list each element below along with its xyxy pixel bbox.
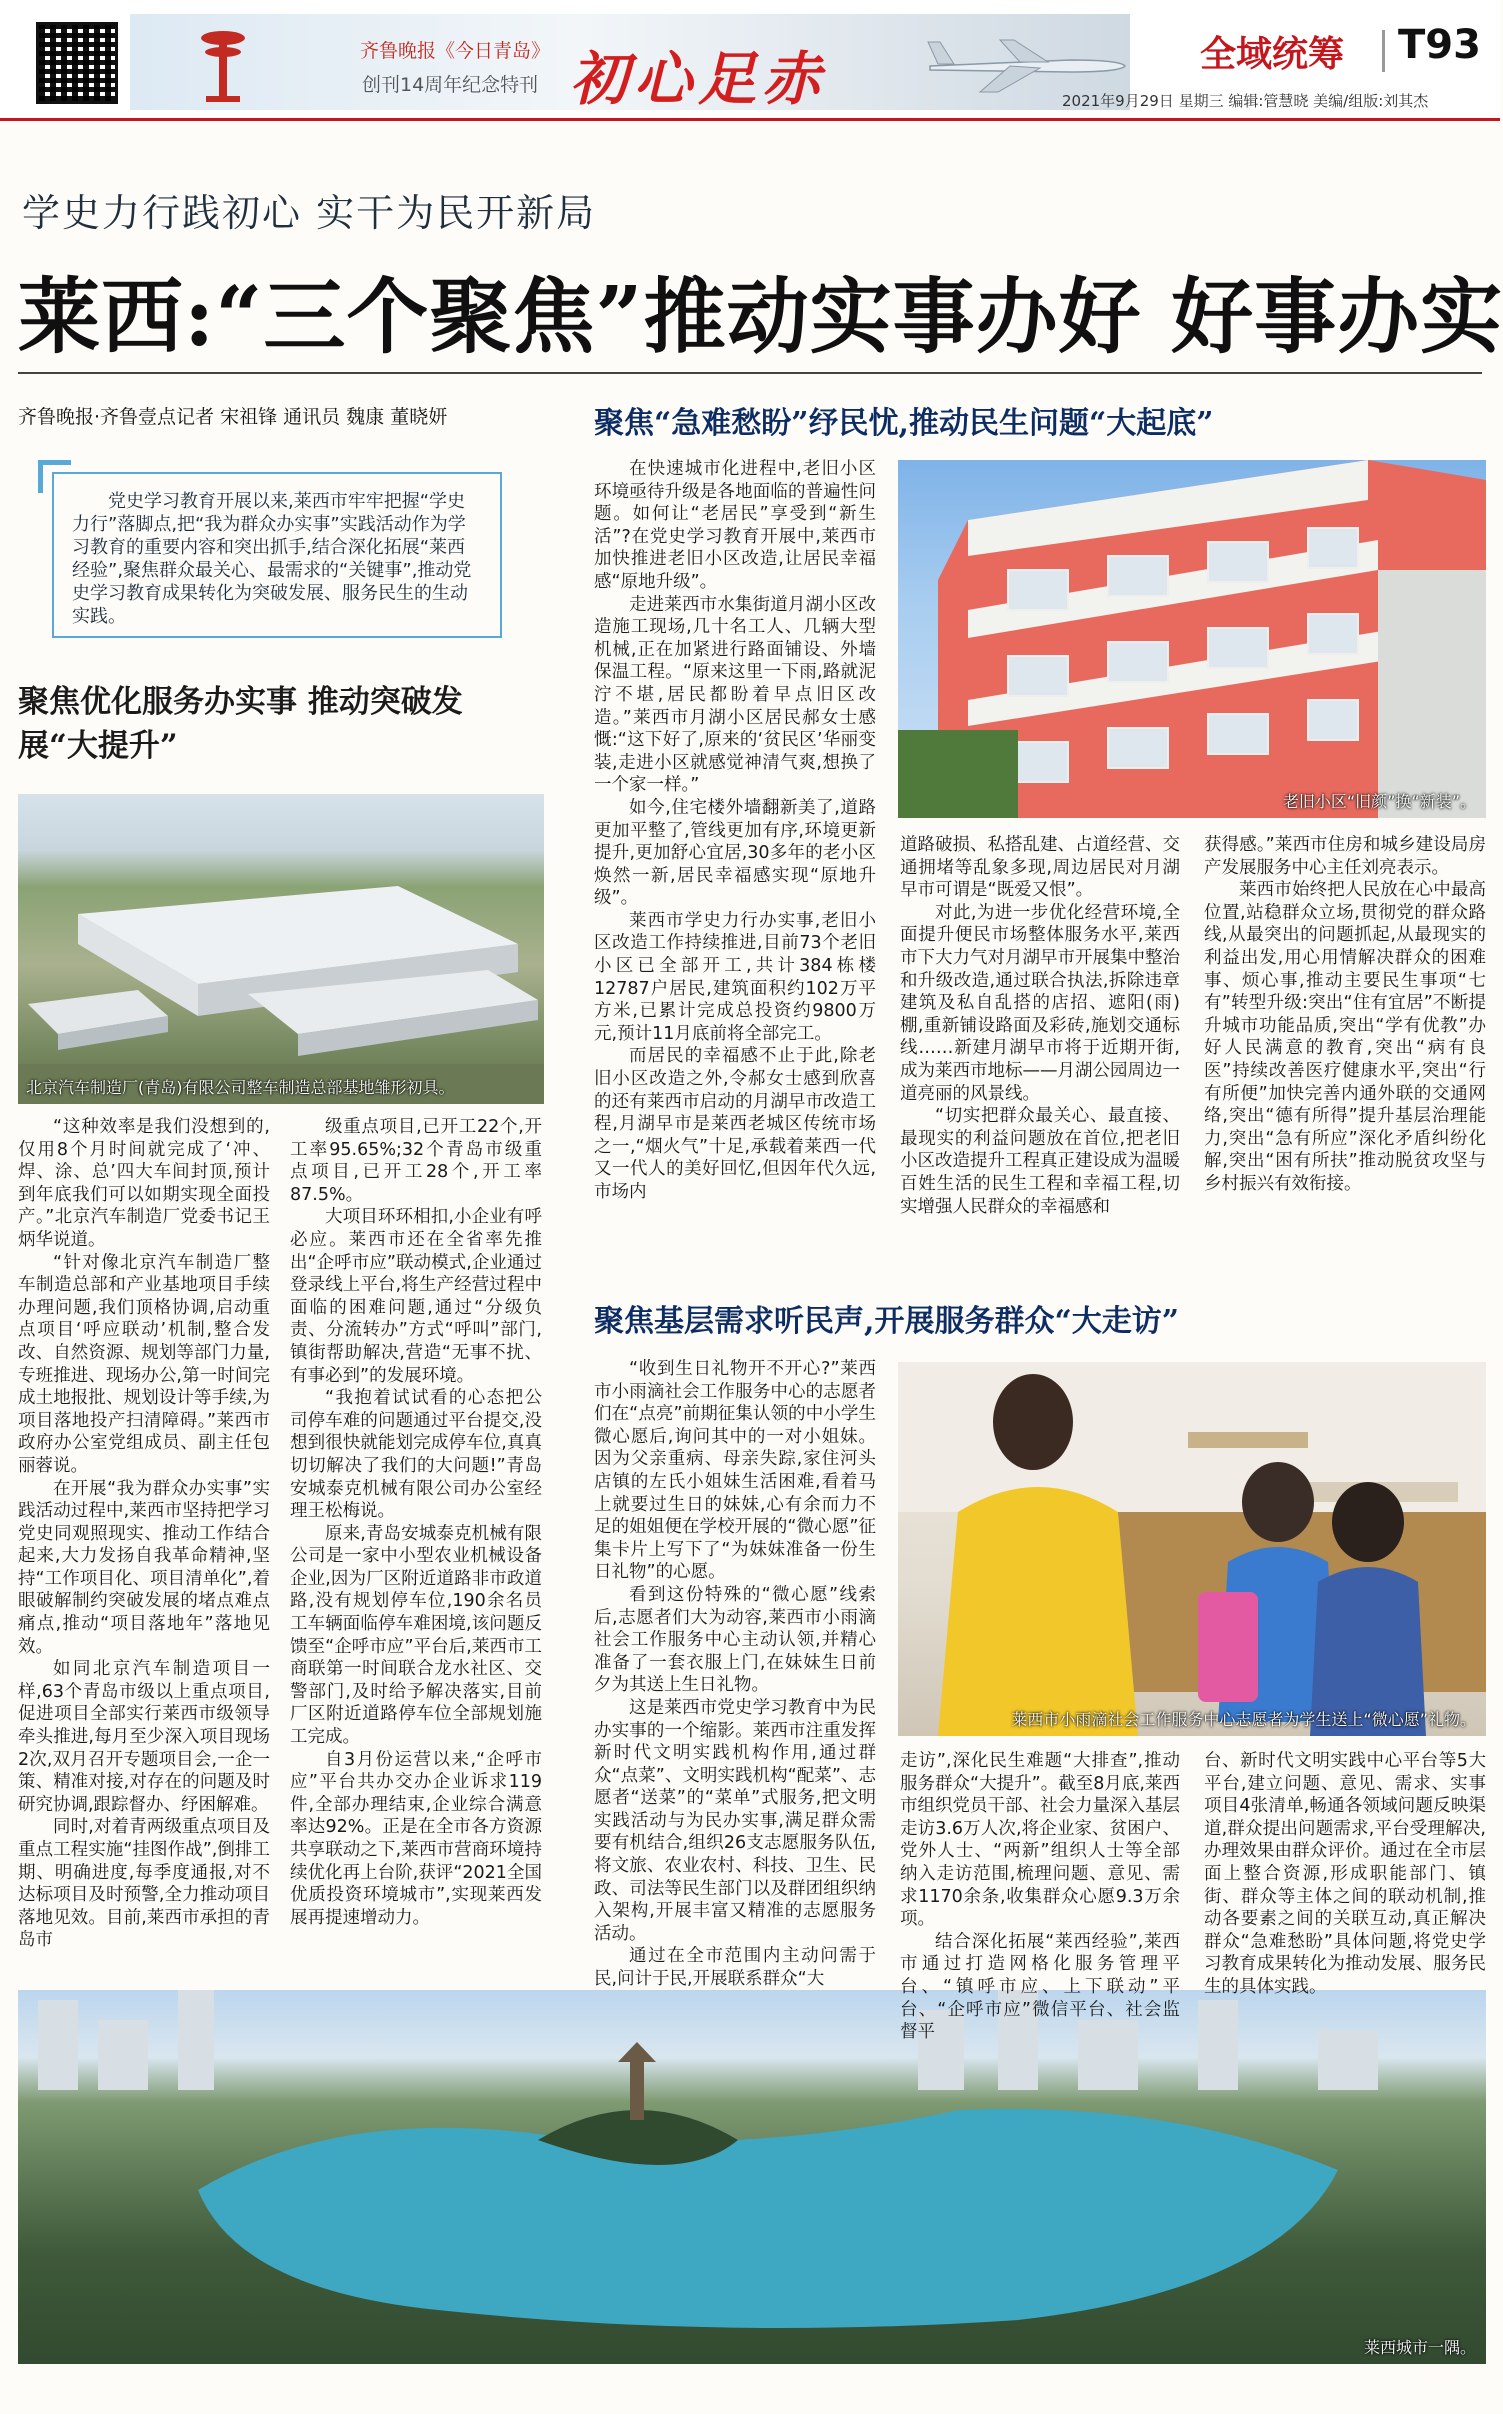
masthead-banner <box>130 14 1130 113</box>
paragraph: 走进莱西市水集街道月湖小区改造施工现场,几十名工人、几辆大型机械,正在加紧进行路面铺设、外墙保温工程。“原来这里一下雨,路就泥泞不堪,居民都盼着早点旧区改造。”莱西市月湖小区居民郝女士感慨:“这下好了,原来的‘贫民区’华丽变装,走进小区就感觉神清气爽,想换了一个家一样。” <box>594 594 876 796</box>
column-6 <box>594 1358 876 1990</box>
kicker: 学史力行践初心 实干为民开新局 <box>22 191 597 235</box>
paragraph: 大项目环环相扣,小企业有呼必应。莱西市还在全省率先推出“企呼市应”联动模式,企业通过登录线上平台,将生产经营过程中面临的困难问题,通过“分级负责、分流转办”方式“呼叫”部门,镇街帮助解决,营造“无事不扰、有事必到”的发展环境。 <box>290 1207 542 1386</box>
masthead-rule <box>0 118 1500 121</box>
paragraph: “针对像北京汽车制造厂整车制造总部和产业基地项目手续办理问题,我们顶格协调,启动重点项目‘呼应联动’机制,整合发改、自然资源、规划等部门力量,专班推进、现场办公,第一时间完成土地报批、规划设计等手续,为项目落地投产扫清障碍。”莱西市政府办公室党组成员、副主任包丽蓉说。 <box>18 1252 270 1476</box>
column-1 <box>18 1116 270 1986</box>
anniversary-label: 创刊14周年纪念特刊 <box>362 74 539 96</box>
photo-building <box>898 460 1486 818</box>
caption-factory: 北京汽车制造厂(青岛)有限公司整车制造总部基地雏形初具。 <box>26 1078 455 1097</box>
caption-building: 老旧小区“旧颜”换“新装”。 <box>1282 792 1476 811</box>
paragraph: 自3月份运营以来,“企呼市应”平台共办交办企业诉求119件,全部办理结束,企业综合满意率达92%。正是在全市各方资源共享联动之下,莱西市营商环境持续优化再上台阶,获评“2021全国优质投资环境城市”,实现莱西发展再提速增动力。 <box>290 1749 542 1928</box>
column-3 <box>594 458 876 1248</box>
caption-lake: 莱西城市一隅。 <box>1363 2338 1476 2357</box>
column-4 <box>900 834 1180 1254</box>
date-editor-line: 2021年9月29日 星期三 编辑:管慧晓 美编/组版:刘其杰 <box>1062 92 1429 110</box>
section-name: 全域统筹 <box>1200 34 1345 75</box>
lead-paragraph: 党史学习教育开展以来,莱西市牢牢把握“学史力行”落脚点,把“我为群众办实事”实践活动作为学习教育的重要内容和突出抓手,结合深化拓展“莱西经验”,聚焦群众最关心、最需求的“关键事”,推动党史学习教育成果转化为突破发展、服务民生的生动实践。 <box>52 472 502 638</box>
paragraph: 对此,为进一步优化经营环境,全面提升便民市场整体服务水平,莱西市下大力气对月湖早市开展集中整治和升级改造,通过联合执法,拆除违章建筑及私自乱搭的店招、遮阳(雨)棚,重新铺设路面及彩砖,施划交通标线……新建月湖早市将于近期开街,成为莱西市地标——月湖公园周边一道亮丽的风景线。 <box>900 902 1180 1104</box>
paragraph: “这种效率是我们没想到的,仅用8个月时间就完成了‘冲、焊、涂、总’四大车间封顶,预计到年底我们可以如期实现全面投产。”北京汽车制造厂党委书记王炳华说道。 <box>18 1117 270 1250</box>
paragraph: 道路破损、私搭乱建、占道经营、交通拥堵等乱象多现,周边居民对月湖早市可谓是“既爱又恨”。 <box>900 835 1180 901</box>
subhead-grassroots-visits: 聚焦基层需求听民声,开展服务群众“大走访” <box>594 1304 1179 1339</box>
paragraph: 同时,对着青两级重点项目及重点工程实施“挂图作战”,倒排工期、明确进度,每季度通报,对不达标项目及时预警,全力推动项目落地见效。目前,莱西市承担的青岛市 <box>18 1817 270 1951</box>
masthead-slogan: 初心足赤 <box>570 45 827 113</box>
section-divider <box>1382 30 1385 72</box>
paragraph: 结合深化拓展“莱西经验”,莱西市通过打造网格化服务管理平台、“镇呼市应、上下联动”平台、“企呼市应”微信平台、社会监督平 <box>900 1931 1180 2043</box>
photo-lake <box>18 1990 1486 2364</box>
paragraph: “切实把群众最关心、最直接、最现实的利益问题放在首位,把老旧小区改造提升工程真正建设成为温暖百姓生活的民生工程和幸福工程,切实增强人民群众的幸福感和 <box>900 1106 1180 1217</box>
paragraph: 如今,住宅楼外墙翻新美了,道路更加平整了,管线更加有序,环境更新提升,更加舒心宜居,30多年的老小区焕然一新,居民幸福感实现“原地升级”。 <box>594 797 876 909</box>
paragraph: 看到这份特殊的“微心愿”线索后,志愿者们大为动容,莱西市小雨滴社会工作服务中心主动认领,并精心准备了一套衣服上门,在妹妹生日前夕为其送上生日礼物。 <box>594 1584 876 1696</box>
paragraph: 在快速城市化进程中,老旧小区环境亟待升级是各地面临的普遍性问题。如何让“老居民”享受到“新生活”?在党史学习教育开展中,莱西市加快推进老旧小区改造,让居民幸福感“原地升级”。 <box>594 459 876 592</box>
landmark-tower-icon <box>200 22 246 104</box>
paragraph: 莱西市学史力行办实事,老旧小区改造工作持续推进,目前73个老旧小区已全部开工,共计384栋楼12787户居民,建筑面积约102万平方米,已累计完成总投资约9800万元,预计11月底前将全部完工。 <box>594 910 876 1044</box>
page-number: T93 <box>1398 22 1481 68</box>
subhead-optimize-service: 聚焦优化服务办实事 推动突破发展“大提升” <box>18 684 463 764</box>
caption-volunteer: 莱西市小雨滴社会工作服务中心志愿者为学生送上“微心愿”礼物。 <box>1011 1710 1476 1729</box>
paragraph: 走访”,深化民生难题“大排查”,推动服务群众“大提升”。截至8月底,莱西市组织党员干部、社会力量深入基层走访3.6万人次,将企业家、贫困户、党外人士、“两新”组织人士等全部纳入走访范围,梳理问题、意见、需求1170余条,收集群众心愿9.3万余项。 <box>900 1751 1180 1930</box>
airplane-icon <box>920 20 1130 100</box>
column-7 <box>900 1750 1180 2043</box>
paragraph: 在开展“我为群众办实事”实践活动过程中,莱西市坚持把学习党史同观照现实、推动工作结合起来,大力发扬自我革命精神,坚持“工作项目化、项目清单化”,着眼破解制约突破发展的堵点难点痛点,推动“项目落地年”落地见效。 <box>18 1478 270 1657</box>
paragraph: 莱西市始终把人民放在心中最高位置,站稳群众立场,贯彻党的群众路线,从最突出的问题抓起,从最现实的利益出发,用心用情解决群众的困难事、烦心事,推动主要民生事项“七有”转型升级:突出“住有宜居”不断提升城市功能品质,突出“学有优教”办好人民满意的教育,突出“病有良医”持续改善医疗健康水平,突出“行有所便”加快完善内通外联的交通网络,突出“德有所得”提升基层治理能力,突出“急有所应”深化矛盾纠纷化解,突出“困有所扶”推动脱贫攻坚与乡村振兴有效衔接。 <box>1204 880 1486 1194</box>
paragraph: 如同北京汽车制造项目一样,63个青岛市级以上重点项目,促进项目全部实行莱西市级领导牵头推进,每月至少深入项目现场2次,双月召开专题项目会,一企一策、精准对接,对存在的问题及时研究协调,跟踪督办、纾困解难。 <box>18 1659 270 1815</box>
column-5 <box>1204 834 1486 1254</box>
headline-rule <box>18 372 1482 374</box>
paragraph: “我抱着试试看的心态把公司停车难的问题通过平台提交,没想到很快就能划完成停车位,真真切切解决了我们的大问题!”青岛安城泰克机械有限公司办公室经理王松梅说。 <box>290 1388 542 1522</box>
paragraph: 台、新时代文明实践中心平台等5大平台,建立问题、意见、需求、实事项目4张清单,畅通各领域问题反映渠道,群众提出问题需求,平台受理解决,办理效果由群众评价。通过在全市层面上整合资源,形成职能部门、镇街、群众等主体之间的联动机制,推动各要素之间的关联互动,真正解决群众“急难愁盼”具体问题,将党史学习教育成果转化为推动发展、服务民生的具体实践。 <box>1204 1751 1486 1997</box>
headline: 莱西:“三个聚焦”推动实事办好 好事办实 <box>18 269 1503 365</box>
photo-factory <box>18 794 544 1104</box>
subhead-urgent-issues: 聚焦“急难愁盼”纾民忧,推动民生问题“大起底” <box>594 406 1214 441</box>
paragraph: 原来,青岛安城泰克机械有限公司是一家中小型农业机械设备企业,因为厂区附近道路非市政道路,没有规划停车位,190余名员工车辆面临停车难困境,该问题反馈至“企呼市应”平台后,莱西市工商联第一时间联合龙水社区、交警部门,及时给予解决落实,目前厂区附近道路停车位全部规划施工完成。 <box>290 1523 542 1748</box>
qr-code-icon <box>36 22 118 104</box>
paragraph: “收到生日礼物开不开心?”莱西市小雨滴社会工作服务中心的志愿者们在“点亮”前期征集认领的中小学生微心愿后,询问其中的一对小姐妹。因为父亲重病、母亲失踪,家住河头店镇的左氏小姐妹生活困难,看着马上就要过生日的妹妹,心有余而力不足的姐姐便在学校开展的“微心愿”征集卡片上写下了“为妹妹准备一份生日礼物”的心愿。 <box>594 1359 876 1583</box>
paragraph: 级重点项目,已开工22个,开工率95.65%;32个青岛市级重点项目,已开工28个,开工率87.5%。 <box>290 1117 542 1205</box>
column-2 <box>290 1116 542 1986</box>
paragraph: 而居民的幸福感不止于此,除老旧小区改造之外,令郝女士感到欣喜的还有莱西市启动的月湖早市改造工程,月湖早市是莱西老城区传统市场之一,“烟火气”十足,承载着莱西一代又一代人的美好回忆,但因年代久远,市场内 <box>594 1046 876 1202</box>
paragraph: 通过在全市范围内主动问需于民,问计于民,开展联系群众“大 <box>594 1946 876 1990</box>
column-8 <box>1204 1750 1486 1997</box>
paragraph: 这是莱西市党史学习教育中为民办实事的一个缩影。莱西市注重发挥新时代文明实践机构作用,通过群众“点菜”、文明实践机构“配菜”、志愿者“送菜”的“菜单”式服务,把文明实践活动与为民办实事,满足群众需要有机结合,组织26支志愿服务队伍,将文旅、农业农村、科技、卫生、民政、司法等民生部门以及群团组织纳入架构,开展丰富又精准的志愿服务活动。 <box>594 1697 876 1944</box>
photo-volunteer <box>898 1362 1486 1736</box>
paragraph: 获得感。”莱西市住房和城乡建设局房产发展服务中心主任刘亮表示。 <box>1204 835 1486 878</box>
paper-name: 齐鲁晚报《今日青岛》 <box>360 40 551 62</box>
byline: 齐鲁晚报·齐鲁壹点记者 宋祖锋 通讯员 魏康 董晓妍 <box>18 406 448 428</box>
